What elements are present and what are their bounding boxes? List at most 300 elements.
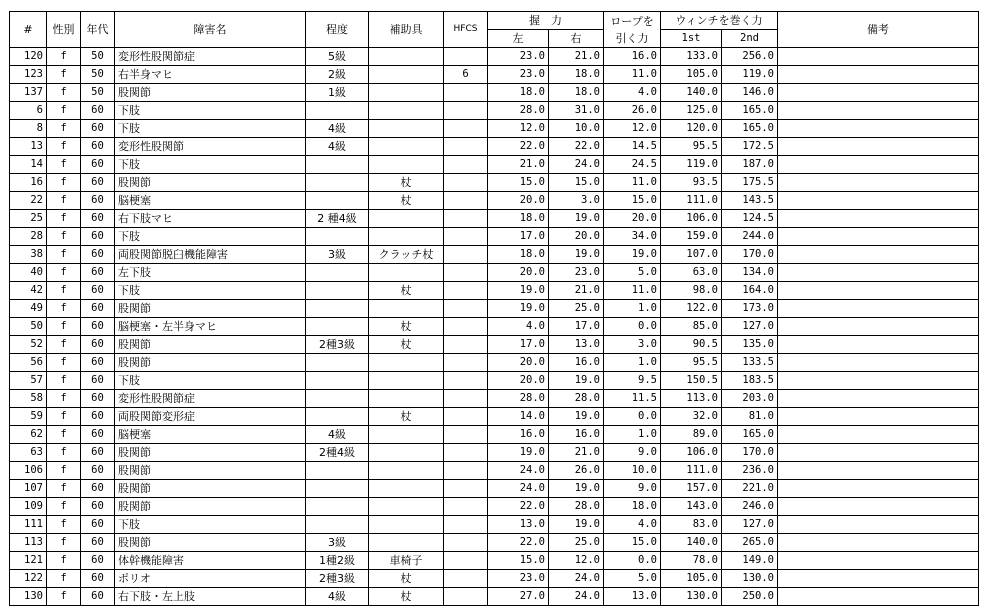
cell-notes [778,300,979,318]
cell-grip-left: 24.0 [488,480,549,498]
cell-age: 60 [81,534,115,552]
cell-winch-1st: 78.0 [661,552,722,570]
cell-age: 60 [81,372,115,390]
cell-winch-2nd: 149.0 [722,552,778,570]
cell-sex: f [47,498,81,516]
cell-notes [778,246,979,264]
cell-disability: 両股関節脱臼機能障害 [115,246,306,264]
cell-notes [778,66,979,84]
cell-rope: 0.0 [604,318,661,336]
cell-aid [369,66,444,84]
cell-grip-left: 17.0 [488,228,549,246]
cell-hfcs [444,570,488,588]
cell-grip-left: 13.0 [488,516,549,534]
cell-sex: f [47,120,81,138]
cell-sex: f [47,282,81,300]
cell-grip-left: 20.0 [488,354,549,372]
cell-notes [778,174,979,192]
cell-no: 111 [10,516,47,534]
cell-age: 60 [81,300,115,318]
cell-hfcs [444,354,488,372]
cell-hfcs [444,444,488,462]
cell-winch-2nd: 134.0 [722,264,778,282]
cell-aid [369,264,444,282]
cell-grip-right: 20.0 [549,228,604,246]
cell-degree [306,300,369,318]
table-row [10,66,979,84]
cell-winch-1st: 133.0 [661,48,722,66]
cell-grip-left: 27.0 [488,588,549,606]
cell-disability: 右半身マヒ [115,66,306,84]
cell-winch-2nd: 170.0 [722,246,778,264]
cell-age: 60 [81,156,115,174]
cell-aid [369,480,444,498]
cell-age: 60 [81,282,115,300]
cell-winch-1st: 140.0 [661,84,722,102]
cell-grip-right: 19.0 [549,246,604,264]
cell-aid [369,120,444,138]
cell-rope: 5.0 [604,570,661,588]
cell-disability: 股関節 [115,336,306,354]
table-row [10,588,979,606]
cell-aid [369,534,444,552]
cell-winch-1st: 83.0 [661,516,722,534]
cell-rope: 0.0 [604,408,661,426]
cell-winch-2nd: 130.0 [722,570,778,588]
cell-disability: 下肢 [115,516,306,534]
cell-grip-left: 15.0 [488,174,549,192]
cell-disability: 股関節 [115,480,306,498]
cell-disability: 変形性股関節症 [115,48,306,66]
cell-grip-right: 25.0 [549,534,604,552]
cell-notes [778,588,979,606]
cell-disability: 右下肢・左上肢 [115,588,306,606]
cell-sex: f [47,570,81,588]
table-row [10,336,979,354]
cell-sex: f [47,264,81,282]
col-header-no: # [10,12,47,48]
cell-notes [778,192,979,210]
cell-grip-right: 18.0 [549,66,604,84]
cell-rope: 11.0 [604,282,661,300]
cell-age: 60 [81,102,115,120]
cell-hfcs [444,264,488,282]
cell-grip-right: 19.0 [549,480,604,498]
cell-no: 52 [10,336,47,354]
col-header-rope-line1: ロープを [610,14,654,28]
col-header-rope [604,12,661,48]
cell-rope: 3.0 [604,336,661,354]
cell-rope: 4.0 [604,516,661,534]
cell-winch-1st: 95.5 [661,138,722,156]
cell-aid [369,138,444,156]
table-row [10,390,979,408]
cell-sex: f [47,210,81,228]
cell-winch-1st: 143.0 [661,498,722,516]
cell-winch-1st: 125.0 [661,102,722,120]
cell-sex: f [47,84,81,102]
cell-grip-right: 21.0 [549,48,604,66]
cell-notes [778,84,979,102]
cell-no: 8 [10,120,47,138]
cell-winch-1st: 90.5 [661,336,722,354]
cell-winch-2nd: 146.0 [722,84,778,102]
cell-aid: 杖 [369,174,444,192]
cell-sex: f [47,426,81,444]
cell-disability: 脳梗塞 [115,192,306,210]
cell-degree: 4級 [306,138,369,156]
cell-degree: 4級 [306,120,369,138]
table-row [10,480,979,498]
cell-age: 60 [81,516,115,534]
cell-hfcs: 6 [444,66,488,84]
cell-age: 60 [81,246,115,264]
cell-winch-1st: 159.0 [661,228,722,246]
cell-winch-1st: 105.0 [661,570,722,588]
cell-disability: 脳梗塞 [115,426,306,444]
cell-rope: 15.0 [604,192,661,210]
cell-disability: 変形性股関節 [115,138,306,156]
cell-winch-1st: 107.0 [661,246,722,264]
cell-sex: f [47,336,81,354]
cell-winch-1st: 105.0 [661,66,722,84]
cell-sex: f [47,192,81,210]
cell-aid [369,210,444,228]
cell-disability: 下肢 [115,372,306,390]
cell-hfcs [444,426,488,444]
cell-winch-1st: 85.0 [661,318,722,336]
cell-degree: 1級 [306,84,369,102]
cell-grip-right: 15.0 [549,174,604,192]
cell-degree [306,354,369,372]
cell-no: 40 [10,264,47,282]
cell-sex: f [47,552,81,570]
cell-degree: 1種2級 [306,552,369,570]
cell-notes [778,498,979,516]
cell-rope: 1.0 [604,354,661,372]
col-header-rope-line2: 引く力 [615,31,649,45]
cell-rope: 15.0 [604,534,661,552]
cell-disability: 股関節 [115,354,306,372]
cell-disability: 右下肢マヒ [115,210,306,228]
cell-age: 60 [81,174,115,192]
cell-hfcs [444,408,488,426]
cell-grip-left: 16.0 [488,426,549,444]
cell-notes [778,444,979,462]
cell-winch-2nd: 256.0 [722,48,778,66]
cell-hfcs [444,318,488,336]
cell-grip-left: 14.0 [488,408,549,426]
col-header-winch-1st: 1st [661,30,722,48]
cell-rope: 1.0 [604,426,661,444]
cell-hfcs [444,462,488,480]
cell-winch-2nd: 183.5 [722,372,778,390]
cell-notes [778,120,979,138]
cell-winch-1st: 120.0 [661,120,722,138]
cell-grip-left: 23.0 [488,570,549,588]
cell-rope: 5.0 [604,264,661,282]
cell-disability: 股関節 [115,444,306,462]
cell-no: 22 [10,192,47,210]
cell-grip-right: 28.0 [549,390,604,408]
cell-no: 120 [10,48,47,66]
cell-aid [369,354,444,372]
cell-notes [778,354,979,372]
cell-rope: 16.0 [604,48,661,66]
table-row [10,444,979,462]
table-row [10,408,979,426]
cell-hfcs [444,588,488,606]
cell-degree [306,480,369,498]
cell-winch-1st: 113.0 [661,390,722,408]
cell-no: 57 [10,372,47,390]
cell-sex: f [47,462,81,480]
cell-hfcs [444,156,488,174]
cell-disability: 変形性股関節症 [115,390,306,408]
cell-no: 6 [10,102,47,120]
cell-rope: 11.5 [604,390,661,408]
cell-grip-right: 10.0 [549,120,604,138]
cell-aid [369,102,444,120]
cell-sex: f [47,534,81,552]
col-header-grip: 握 力 [488,12,604,30]
table-row [10,138,979,156]
table-row [10,264,979,282]
cell-rope: 14.5 [604,138,661,156]
cell-aid: クラッチ杖 [369,246,444,264]
cell-aid [369,156,444,174]
table-row [10,498,979,516]
cell-rope: 1.0 [604,300,661,318]
cell-grip-right: 21.0 [549,282,604,300]
cell-age: 50 [81,48,115,66]
cell-degree: 5級 [306,48,369,66]
cell-age: 60 [81,138,115,156]
cell-degree [306,408,369,426]
cell-disability: 下肢 [115,282,306,300]
cell-grip-right: 22.0 [549,138,604,156]
table-row [10,156,979,174]
cell-no: 137 [10,84,47,102]
table-row [10,354,979,372]
cell-winch-2nd: 165.0 [722,120,778,138]
cell-age: 60 [81,480,115,498]
cell-no: 109 [10,498,47,516]
cell-aid: 杖 [369,192,444,210]
cell-grip-left: 18.0 [488,246,549,264]
cell-notes [778,48,979,66]
cell-no: 56 [10,354,47,372]
cell-grip-left: 18.0 [488,210,549,228]
cell-grip-right: 19.0 [549,372,604,390]
cell-disability: 脳梗塞・左半身マヒ [115,318,306,336]
cell-age: 60 [81,120,115,138]
cell-winch-1st: 150.5 [661,372,722,390]
cell-aid [369,228,444,246]
cell-rope: 20.0 [604,210,661,228]
table-row [10,552,979,570]
cell-degree: 4級 [306,588,369,606]
cell-aid: 杖 [369,408,444,426]
cell-grip-left: 19.0 [488,300,549,318]
cell-winch-1st: 89.0 [661,426,722,444]
cell-age: 60 [81,318,115,336]
cell-hfcs [444,534,488,552]
cell-disability: 両股関節変形症 [115,408,306,426]
cell-rope: 9.0 [604,480,661,498]
cell-age: 60 [81,462,115,480]
cell-grip-right: 23.0 [549,264,604,282]
cell-sex: f [47,372,81,390]
table-row [10,462,979,480]
cell-degree [306,318,369,336]
cell-hfcs [444,84,488,102]
cell-degree [306,390,369,408]
cell-aid [369,498,444,516]
cell-rope: 9.5 [604,372,661,390]
cell-rope: 12.0 [604,120,661,138]
cell-aid: 杖 [369,318,444,336]
cell-winch-2nd: 172.5 [722,138,778,156]
cell-no: 25 [10,210,47,228]
table-row [10,516,979,534]
cell-grip-left: 23.0 [488,48,549,66]
cell-degree: 4級 [306,426,369,444]
cell-no: 38 [10,246,47,264]
cell-grip-left: 17.0 [488,336,549,354]
cell-degree [306,102,369,120]
cell-no: 122 [10,570,47,588]
cell-notes [778,426,979,444]
table-body [10,48,979,606]
cell-degree [306,372,369,390]
cell-no: 130 [10,588,47,606]
cell-notes [778,570,979,588]
cell-disability: 股関節 [115,534,306,552]
cell-sex: f [47,408,81,426]
cell-grip-right: 19.0 [549,210,604,228]
cell-aid [369,372,444,390]
cell-aid: 杖 [369,588,444,606]
cell-age: 60 [81,354,115,372]
cell-notes [778,390,979,408]
cell-aid [369,462,444,480]
cell-winch-1st: 32.0 [661,408,722,426]
cell-sex: f [47,444,81,462]
cell-winch-2nd: 250.0 [722,588,778,606]
cell-winch-1st: 106.0 [661,444,722,462]
cell-disability: ポリオ [115,570,306,588]
cell-rope: 4.0 [604,84,661,102]
cell-degree: 2種3級 [306,570,369,588]
cell-aid [369,516,444,534]
table-row [10,372,979,390]
table-row [10,84,979,102]
cell-no: 13 [10,138,47,156]
cell-notes [778,372,979,390]
cell-sex: f [47,480,81,498]
cell-grip-left: 12.0 [488,120,549,138]
cell-grip-right: 21.0 [549,444,604,462]
cell-no: 106 [10,462,47,480]
cell-winch-2nd: 246.0 [722,498,778,516]
cell-winch-2nd: 119.0 [722,66,778,84]
cell-degree [306,516,369,534]
col-header-degree: 程度 [306,12,369,48]
col-header-notes: 備考 [778,12,979,48]
cell-sex: f [47,174,81,192]
col-header-disability: 障害名 [115,12,306,48]
cell-no: 63 [10,444,47,462]
cell-no: 49 [10,300,47,318]
cell-winch-1st: 63.0 [661,264,722,282]
cell-notes [778,210,979,228]
cell-winch-2nd: 133.5 [722,354,778,372]
cell-disability: 下肢 [115,156,306,174]
cell-sex: f [47,246,81,264]
cell-rope: 26.0 [604,102,661,120]
cell-age: 60 [81,192,115,210]
cell-sex: f [47,156,81,174]
cell-age: 60 [81,570,115,588]
cell-grip-left: 19.0 [488,444,549,462]
cell-disability: 下肢 [115,120,306,138]
cell-no: 107 [10,480,47,498]
cell-hfcs [444,336,488,354]
cell-grip-left: 18.0 [488,84,549,102]
col-header-grip-left: 左 [488,30,549,48]
cell-hfcs [444,102,488,120]
cell-age: 50 [81,84,115,102]
cell-disability: 左下肢 [115,264,306,282]
cell-age: 60 [81,228,115,246]
cell-grip-left: 23.0 [488,66,549,84]
cell-hfcs [444,390,488,408]
cell-age: 60 [81,408,115,426]
cell-notes [778,228,979,246]
cell-aid: 杖 [369,282,444,300]
cell-grip-right: 13.0 [549,336,604,354]
cell-rope: 24.5 [604,156,661,174]
col-header-sex: 性別 [47,12,81,48]
cell-disability: 股関節 [115,84,306,102]
cell-hfcs [444,246,488,264]
cell-grip-left: 22.0 [488,534,549,552]
cell-age: 60 [81,426,115,444]
cell-hfcs [444,138,488,156]
table-row [10,210,979,228]
cell-rope: 18.0 [604,498,661,516]
table-row [10,534,979,552]
cell-notes [778,534,979,552]
cell-grip-right: 12.0 [549,552,604,570]
cell-sex: f [47,588,81,606]
cell-winch-1st: 111.0 [661,462,722,480]
cell-grip-left: 21.0 [488,156,549,174]
cell-no: 113 [10,534,47,552]
cell-aid: 車椅子 [369,552,444,570]
cell-sex: f [47,516,81,534]
cell-winch-1st: 106.0 [661,210,722,228]
cell-grip-right: 24.0 [549,570,604,588]
cell-winch-1st: 98.0 [661,282,722,300]
cell-rope: 0.0 [604,552,661,570]
cell-sex: f [47,138,81,156]
cell-degree [306,282,369,300]
cell-grip-left: 15.0 [488,552,549,570]
cell-winch-2nd: 165.0 [722,102,778,120]
cell-no: 59 [10,408,47,426]
